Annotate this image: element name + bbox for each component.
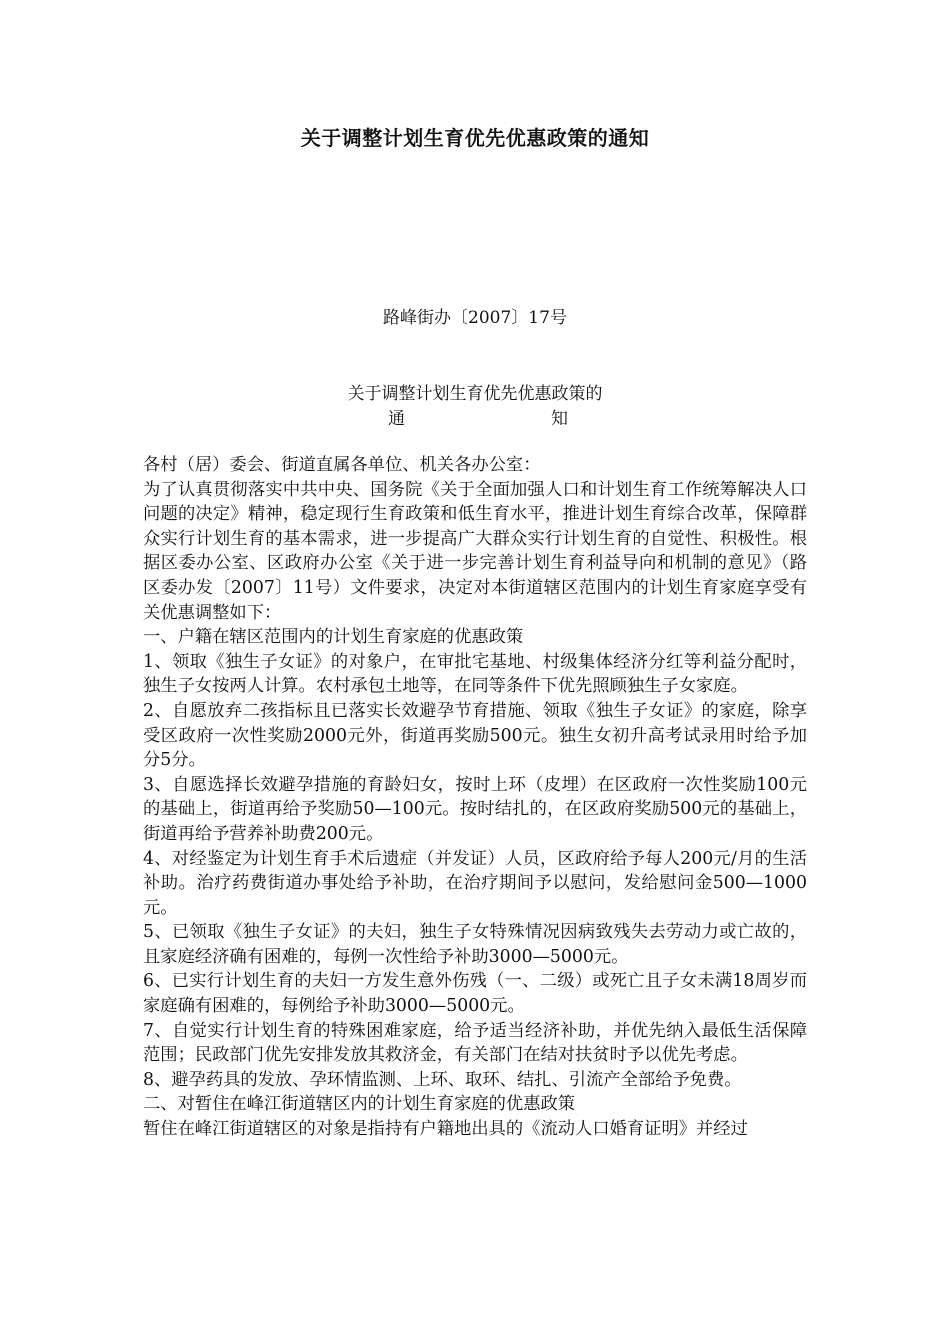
intro-paragraph: 为了认真贯彻落实中共中央、国务院《关于全面加强人口和计划生育工作统筹解决人口问题的决定》精神，稳定现行生育政策和低生育水平，推进计划生育综合改革，保障群众实行计划生育的基本需求，进一步提高广大群众实行计划生育的自觉性、积极性。根据区委办公室、区政府办公室《关于进一步完善计划生育利益导向和机制的意见》（路区委办发〔2007〕11号）文件要求，决定对本街道辖区范围内的计划生育家庭享受有关优惠调整如下： xyxy=(143,479,807,623)
document-number: 路峰街办〔2007〕17号 xyxy=(383,308,567,328)
salutation: 各村（居）委会、街道直属各单位、机关各办公室： xyxy=(143,455,541,475)
policy-item: 3、自愿选择长效避孕措施的育龄妇女，按时上环（皮埋）在区政府一次性奖励100元的基础上，街道再给予奖励50—100元。按时结扎的，在区政府奖励500元的基础上，街道再给予营养补助费200元。 xyxy=(143,774,807,844)
policy-item: 1、领取《独生子女证》的对象户，在审批宅基地、村级集体经济分红等利益分配时，独生子女按两人计算。农村承包土地等，在同等条件下优先照顾独生子女家庭。 xyxy=(143,651,807,697)
document-title: 关于调整计划生育优先优惠政策的通知 xyxy=(300,126,650,150)
policy-item: 2、自愿放弃二孩指标且已落实长效避孕节育措施、领取《独生子女证》的家庭，除享受区政府一次性奖励2000元外，街道再奖励500元。独生女初升高考试录用时给予加分5分。 xyxy=(143,700,807,771)
subtitle-char-left: 通 xyxy=(388,409,405,429)
section-heading: 二、对暂住在峰江街道辖区内的计划生育家庭的优惠政策 xyxy=(143,1094,576,1115)
notice-subtitle: 关于调整计划生育优先优惠政策的 xyxy=(347,384,603,404)
notice-subtitle-tail xyxy=(388,404,568,429)
policy-item: 6、已实行计划生育的夫妇一方发生意外伤残（一、二级）或死亡且子女未满18周岁而家庭确有困难的，每例给予补助3000—5000元。 xyxy=(143,971,807,1017)
document-body xyxy=(143,453,807,1142)
policy-item: 7、自觉实行计划生育的特殊困难家庭，给予适当经济补助，并优先纳入最低生活保障范围；民政部门优先安排发放其救济金，有关部门在结对扶贫时予以优先考虑。 xyxy=(143,1020,807,1066)
policy-item: 4、对经鉴定为计划生育手术后遗症（并发证）人员，区政府给予每人200元/月的生活补助。治疗药费街道办事处给予补助，在治疗期间予以慰问，发给慰问金500—1000元。 xyxy=(143,848,807,918)
body-paragraph: 暂住在峰江街道辖区的对象是指持有户籍地出具的《流动人口婚育证明》并经过 xyxy=(143,1119,748,1140)
policy-item: 8、避孕药具的发放、孕环情监测、上环、取环、结扎、引流产全部给予免费。 xyxy=(143,1069,742,1090)
policy-item: 5、已领取《独生子女证》的夫妇，独生子女特殊情况因病致残失去劳动力或亡故的，且家庭经济确有困难的，每例一次性给予补助3000—5000元。 xyxy=(143,922,807,967)
subtitle-char-right: 知 xyxy=(551,409,568,429)
section-heading: 一、户籍在辖区范围内的计划生育家庭的优惠政策 xyxy=(143,627,524,648)
